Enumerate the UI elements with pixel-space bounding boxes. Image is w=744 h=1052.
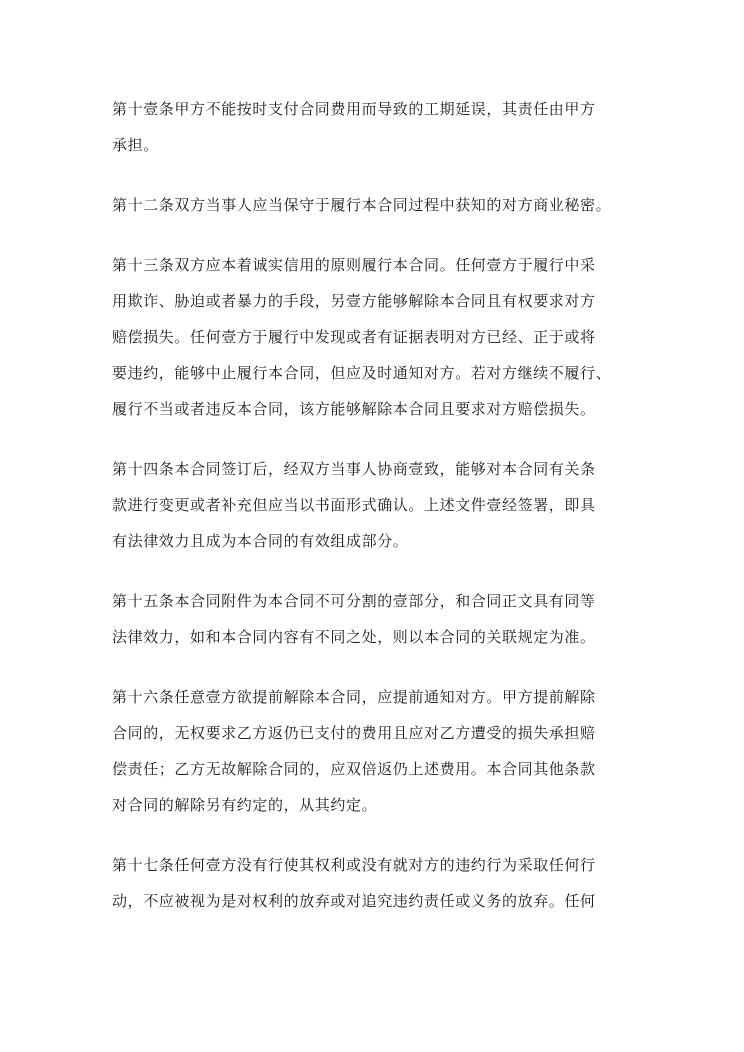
paragraph-line: 第十五条本合同附件为本合同不可分割的壹部分，和合同正文具有同等 (112, 592, 596, 610)
paragraph-line: 法律效力，如和本合同内容有不同之处，则以本合同的关联规定为准。 (112, 628, 596, 646)
clause-12-paragraph (112, 187, 652, 223)
paragraph-line: 合同的，无权要求乙方返仍已支付的费用且应对乙方遭受的损失承担赔 (112, 724, 596, 742)
contract-body (112, 91, 652, 943)
paragraph-line: 第十三条双方应本着诚实信用的原则履行本合同。任何壹方于履行中采 (112, 256, 596, 274)
paragraph-line: 履行不当或者违反本合同，该方能够解除本合同且要求对方赔偿损失。 (112, 400, 596, 418)
paragraph-line: 第十二条双方当事人应当保守于履行本合同过程中获知的对方商业秘密。 (112, 196, 612, 214)
paragraph-line: 款进行变更或者补充但应当以书面形式确认。上述文件壹经签署，即具 (112, 496, 596, 514)
clause-16-paragraph (112, 679, 652, 823)
paragraph-line: 承担。 (112, 136, 159, 154)
paragraph-line: 第十四条本合同签订后，经双方当事人协商壹致，能够对本合同有关条 (112, 460, 596, 478)
clause-15-paragraph (112, 583, 652, 655)
paragraph-line: 要违约，能够中止履行本合同，但应及时通知对方。若对方继续不履行、 (112, 364, 612, 382)
paragraph-line: 赔偿损失。任何壹方于履行中发现或者有证据表明对方已经、正于或将 (112, 328, 596, 346)
clause-13-paragraph (112, 247, 652, 427)
paragraph-line: 动，不应被视为是对权利的放弃或对追究违约责任或义务的放弃。任何 (112, 892, 596, 910)
clause-17-paragraph (112, 847, 652, 919)
paragraph-line: 用欺诈、胁迫或者暴力的手段，另壹方能够解除本合同且有权要求对方 (112, 292, 596, 310)
clause-11-paragraph (112, 91, 652, 163)
paragraph-line: 第十壹条甲方不能按时支付合同费用而导致的工期延误，其责任由甲方 (112, 100, 596, 118)
paragraph-line: 第十七条任何壹方没有行使其权利或没有就对方的违约行为采取任何行 (112, 856, 596, 874)
paragraph-line: 偿责任；乙方无故解除合同的，应双倍返仍上述费用。本合同其他条款 (112, 760, 596, 778)
paragraph-line: 对合同的解除另有约定的，从其约定。 (112, 796, 378, 814)
paragraph-line: 第十六条任意壹方欲提前解除本合同，应提前通知对方。甲方提前解除 (112, 688, 596, 706)
clause-14-paragraph (112, 451, 652, 559)
paragraph-line: 有法律效力且成为本合同的有效组成部分。 (112, 532, 409, 550)
